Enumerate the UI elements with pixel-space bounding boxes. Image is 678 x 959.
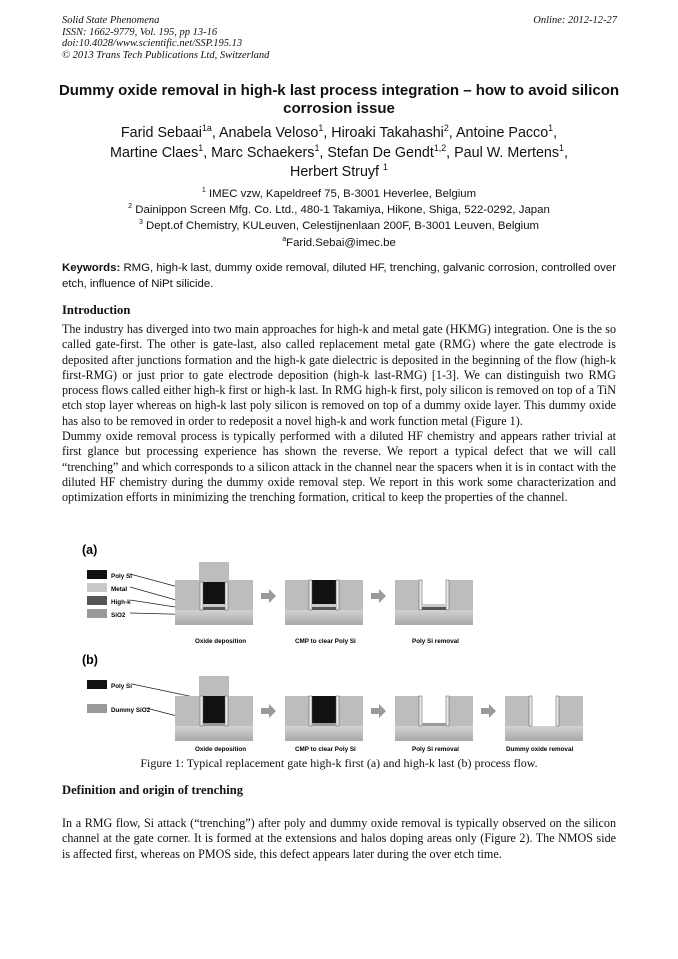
step-b2-cmp — [285, 696, 363, 741]
step-b4-dummy-oxide-removal — [505, 696, 583, 741]
affiliation-text: IMEC vzw, Kapeldreef 75, B-3001 Heverlee, Belgium — [208, 188, 477, 200]
legend-label: Poly Si — [111, 573, 132, 580]
author-affiliation-mark: 1 — [314, 142, 320, 153]
keywords-text: RMG, high-k last, dummy oxide removal, diluted HF, trenching, galvanic corrosion, controlled over etch, influence of NiPt silicide. — [62, 262, 616, 290]
figure-1 — [80, 540, 600, 758]
email-mark: a — [282, 235, 287, 243]
author-name: Antoine Pacco — [455, 125, 549, 141]
author-name: Paul W. Mertens — [454, 144, 560, 161]
affiliation-3 — [60, 218, 618, 234]
definition-body — [62, 816, 616, 862]
affiliation-mark: 2 — [128, 203, 133, 211]
author-name: Anabela Veloso — [219, 125, 319, 141]
step-a1-oxide-deposition — [175, 562, 253, 625]
author-affiliation-mark: 1 — [318, 123, 324, 134]
paragraph: The industry has diverged into two main approaches for high-k and metal gate (HKMG) integration. One is the so called gate-first. The other is gate-last, also called replacement metal gate (RMG) where the gate electrode is deposited after junctions formation and the high-k gate dielectric is deposited in the beginning of the flow (high-k first-RMG) or just prior to gate electrode deposition (high-k last-RMG) [1-3]. We can distinguish two RMG process flows called either high-k first or high-k last. In RMG high-k first, poly silicon is removed on top of a TiN etch stop layer whereas on high-k last poly silicon is removed on top of a dummy oxide layer. This dummy oxide has also to be removed in order to redeposit a novel high-k and work function metal (Figure 1). — [62, 322, 616, 428]
author-affiliation-mark: 1 — [198, 142, 204, 153]
author-name: Herbert Struyf — [290, 164, 380, 180]
keywords-label: Keywords: — [62, 262, 121, 274]
affiliation-2 — [60, 202, 618, 218]
paragraph: Dummy oxide removal process is typically performed with a diluted HF chemistry and appears rather trivial at first glance but processing experience has shown the reverse. We report a typical defect that we will call “trenching” and which corresponds to a silicon attack in the channel near the spacers when it is in contact with the diluted HF chemistry during the dummy oxide removal step. We report in this work some characterization and optimization efforts in minimizing the trenching formation, critical to keep the properties of the channel. — [62, 429, 616, 505]
legend-swatch-poly-si — [87, 680, 107, 689]
legend-label: Dummy SiO2 — [111, 707, 151, 714]
author-name: Hiroaki Takahashi — [331, 125, 444, 141]
legend-label: Poly Si — [111, 683, 132, 690]
step-label: CMP to clear Poly Si — [295, 746, 356, 753]
author-affiliation-mark: 1a — [201, 123, 212, 134]
step-label: Poly Si removal — [412, 746, 459, 753]
journal-doi: doi:10.4028/www.scientific.net/SSP.195.13 — [62, 38, 243, 50]
step-label: CMP to clear Poly Si — [295, 638, 356, 645]
keywords — [62, 261, 616, 292]
process-flow-diagram — [80, 540, 600, 758]
arrow-right-icon — [481, 704, 496, 718]
journal-issn: ISSN: 1662-9779, Vol. 195, pp 13-16 — [62, 26, 218, 38]
definition-heading: Definition and origin of trenching — [62, 783, 243, 797]
arrow-right-icon — [371, 704, 386, 718]
step-label: Oxide deposition — [195, 746, 247, 753]
online-date: Online: 2012-12-27 — [533, 15, 617, 26]
introduction-body — [62, 322, 616, 506]
author-affiliation-mark: 1 — [548, 123, 554, 134]
legend-swatch-poly-si — [87, 570, 107, 579]
author-affiliation-mark: 1 — [383, 162, 388, 173]
step-label: Oxide deposition — [195, 638, 247, 645]
legend-swatch-high-k — [87, 596, 107, 605]
affiliation-1 — [60, 186, 618, 202]
arrow-right-icon — [261, 704, 276, 718]
step-label: Poly Si removal — [412, 638, 459, 645]
paper-title: Dummy oxide removal in high-k last process integration – how to avoid silicon corrosion issue — [58, 82, 620, 117]
arrow-right-icon — [371, 589, 386, 603]
journal-copyright: © 2013 Trans Tech Publications Ltd, Switzerland — [62, 49, 270, 61]
panel-a-label: (a) — [82, 543, 98, 557]
author-name: Stefan De Gendt — [327, 144, 434, 161]
paragraph: In a RMG flow, Si attack (“trenching”) after poly and dummy oxide removal is typically observed on the silicon channel at the gate corner. It is formed at the extensions and halos doping areas only (Figure 2). The NMOS side is affected first, whereas on PMOS side, this defect appears later during the over etch time. — [62, 816, 616, 861]
step-b1-oxide-deposition — [175, 676, 253, 741]
legend-label: SiO2 — [111, 612, 126, 619]
legend-label: Metal — [111, 586, 128, 593]
author-affiliation-mark: 2 — [443, 123, 449, 134]
step-a2-cmp — [285, 580, 363, 625]
affiliation-text: Dept.of Chemistry, KULeuven, Celestijnenlaan 200F, B-3001 Leuven, Belgium — [146, 220, 540, 233]
step-label: Dummy oxide removal — [506, 746, 574, 753]
legend-label: High-k — [111, 599, 131, 606]
introduction-heading: Introduction — [62, 303, 131, 317]
journal-name: Solid State Phenomena — [62, 15, 160, 26]
step-a3-poly-si-removal — [395, 580, 473, 625]
legend-swatch-dummy-sio2 — [87, 704, 107, 713]
author-affiliation-mark: 1,2 — [433, 142, 447, 153]
step-b3-poly-si-removal — [395, 696, 473, 741]
corresponding-email — [60, 235, 618, 251]
author-name: Farid Sebaai — [120, 125, 202, 141]
author-name: Martine Claes — [110, 144, 199, 161]
figure-1-caption: Figure 1: Typical replacement gate high-k first (a) and high-k last (b) process flow. — [140, 756, 538, 770]
affiliation-mark: 1 — [201, 187, 206, 195]
journal-header — [62, 15, 617, 61]
author-list: Farid Sebaai$^{1a}$, Anabela Veloso$^1$, Hiroaki Takahashi$^2$, Antoine Pacco$^1$, Martine Claes$^1$, Marc Schaekers$^1$, Stefan De Gendt$^{1,2}$, Paul W. Mertens$^1$, Herbert Struyf $^1$ — [110, 123, 568, 180]
author-affiliation-mark: 1 — [559, 142, 564, 153]
affiliation-list — [60, 186, 618, 251]
affiliation-mark: 3 — [138, 219, 143, 227]
email-text: Farid.Sebai@imec.be — [286, 236, 396, 249]
arrow-right-icon — [261, 589, 276, 603]
panel-b-label: (b) — [82, 653, 98, 667]
legend-swatch-sio2 — [87, 609, 107, 618]
affiliation-text: Dainippon Screen Mfg. Co. Ltd., 480-1 Takamiya, Hikone, Shiga, 522-0292, Japan — [135, 204, 550, 217]
author-name: Marc Schaekers — [211, 144, 315, 161]
legend-swatch-metal — [87, 583, 107, 592]
